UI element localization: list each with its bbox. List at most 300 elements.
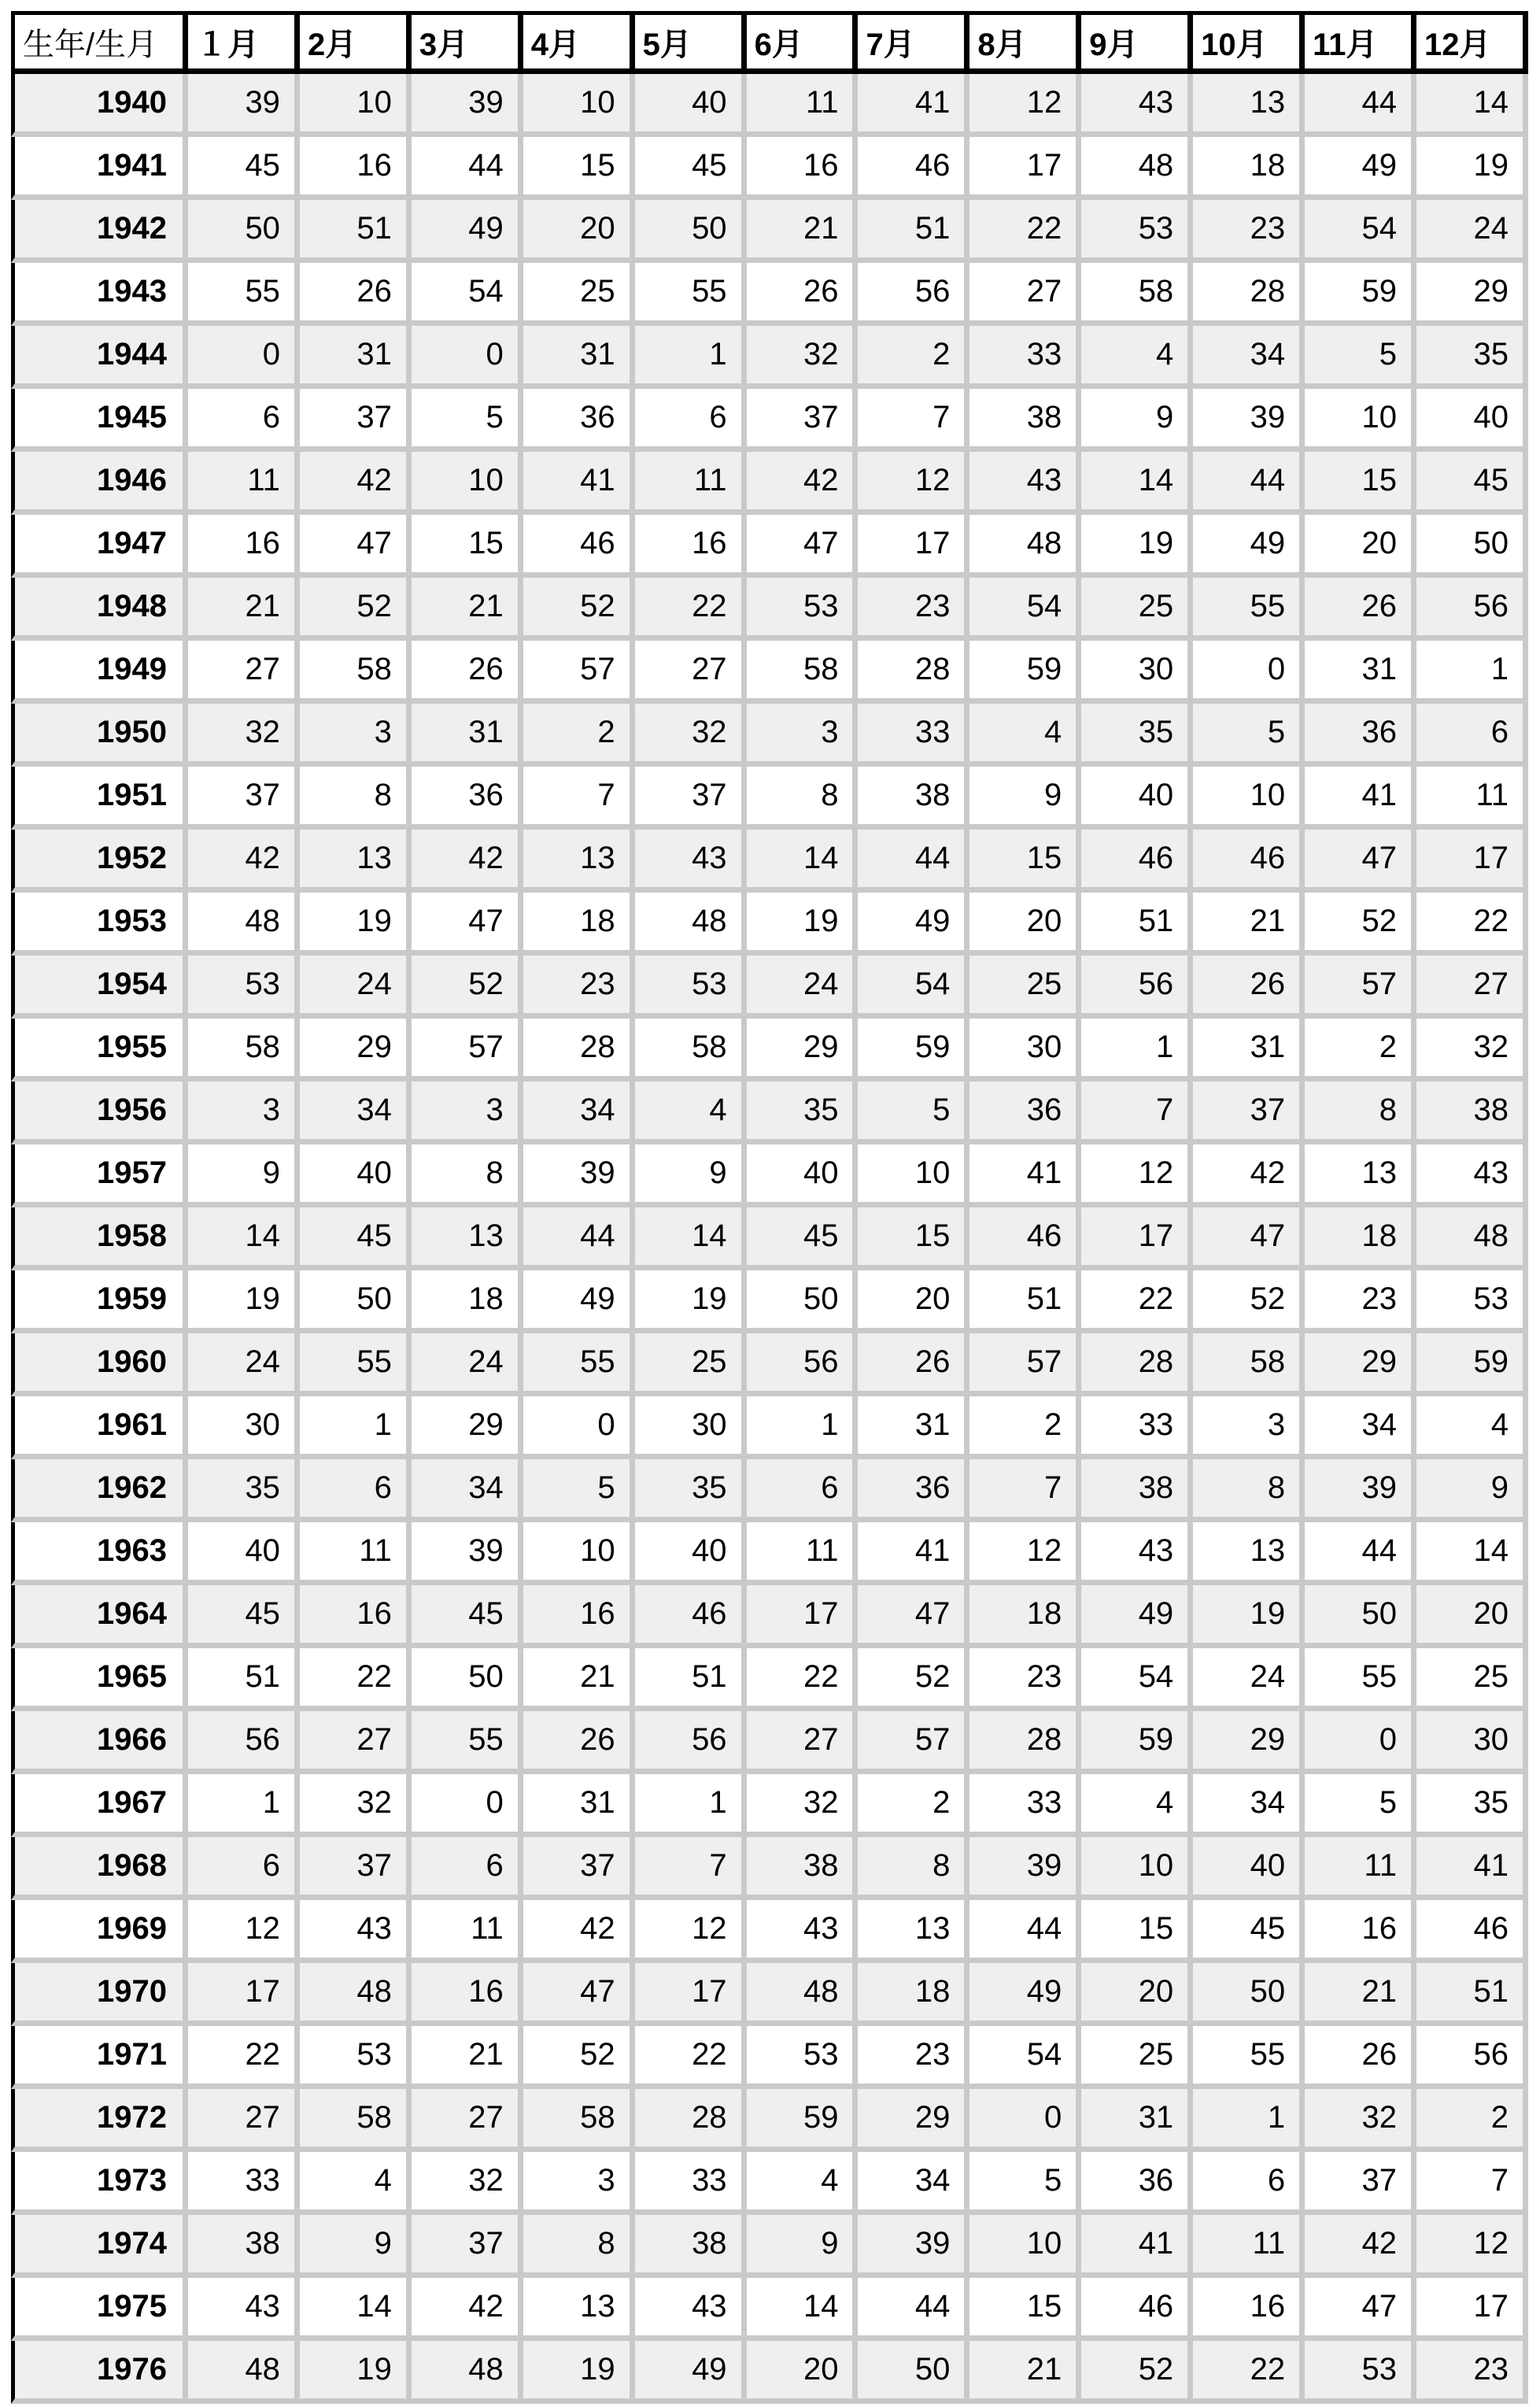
value-cell[interactable]: 20 [523,200,635,263]
value-cell[interactable]: 5 [969,2152,1081,2215]
value-cell[interactable]: 43 [635,830,747,893]
value-cell[interactable]: 11 [300,1522,412,1585]
value-cell[interactable]: 44 [412,137,523,200]
value-cell[interactable]: 45 [188,137,300,200]
value-cell[interactable]: 52 [412,956,523,1019]
value-cell[interactable]: 45 [412,1585,523,1648]
value-cell[interactable]: 20 [1081,1963,1193,2026]
value-cell[interactable]: 0 [412,326,523,389]
value-cell[interactable]: 40 [300,1144,412,1207]
value-cell[interactable]: 55 [1193,2026,1305,2089]
year-cell[interactable]: 1962 [11,1459,188,1522]
value-cell[interactable]: 27 [300,1711,412,1774]
value-cell[interactable]: 41 [1305,767,1416,830]
value-cell[interactable]: 19 [523,2341,635,2404]
value-cell[interactable]: 51 [858,200,969,263]
value-cell[interactable]: 16 [747,137,859,200]
value-cell[interactable]: 6 [412,1837,523,1900]
value-cell[interactable]: 27 [188,2089,300,2152]
value-cell[interactable]: 35 [1416,326,1528,389]
value-cell[interactable]: 32 [747,326,859,389]
value-cell[interactable]: 23 [1305,1270,1416,1333]
value-cell[interactable]: 42 [523,1900,635,1963]
value-cell[interactable]: 59 [1081,1711,1193,1774]
value-cell[interactable]: 30 [635,1396,747,1459]
value-cell[interactable]: 49 [1081,1585,1193,1648]
value-cell[interactable]: 13 [523,830,635,893]
value-cell[interactable]: 10 [523,1522,635,1585]
month-header-cell[interactable]: 10月 [1193,11,1305,74]
year-cell[interactable]: 1941 [11,137,188,200]
value-cell[interactable]: 13 [412,1207,523,1270]
value-cell[interactable]: 45 [747,1207,859,1270]
month-header-cell[interactable]: 7月 [858,11,969,74]
value-cell[interactable]: 36 [1081,2152,1193,2215]
value-cell[interactable]: 54 [1305,200,1416,263]
value-cell[interactable]: 50 [858,2341,969,2404]
value-cell[interactable]: 58 [1193,1333,1305,1396]
value-cell[interactable]: 37 [300,1837,412,1900]
year-cell[interactable]: 1947 [11,515,188,578]
value-cell[interactable]: 22 [1193,2341,1305,2404]
month-header-cell[interactable]: １月 [188,11,300,74]
value-cell[interactable]: 23 [1416,2341,1528,2404]
value-cell[interactable]: 48 [747,1963,859,2026]
value-cell[interactable]: 57 [1305,956,1416,1019]
value-cell[interactable]: 38 [969,389,1081,452]
value-cell[interactable]: 49 [523,1270,635,1333]
value-cell[interactable]: 1 [635,1774,747,1837]
value-cell[interactable]: 35 [635,1459,747,1522]
value-cell[interactable]: 35 [188,1459,300,1522]
value-cell[interactable]: 50 [635,200,747,263]
value-cell[interactable]: 37 [188,767,300,830]
value-cell[interactable]: 43 [747,1900,859,1963]
value-cell[interactable]: 20 [1416,1585,1528,1648]
year-cell[interactable]: 1942 [11,200,188,263]
value-cell[interactable]: 9 [300,2215,412,2278]
value-cell[interactable]: 39 [1305,1459,1416,1522]
value-cell[interactable]: 50 [1193,1963,1305,2026]
value-cell[interactable]: 4 [300,2152,412,2215]
value-cell[interactable]: 37 [412,2215,523,2278]
value-cell[interactable]: 37 [747,389,859,452]
value-cell[interactable]: 38 [1416,1081,1528,1144]
value-cell[interactable]: 57 [858,1711,969,1774]
value-cell[interactable]: 0 [1193,641,1305,704]
value-cell[interactable]: 41 [858,74,969,137]
value-cell[interactable]: 7 [858,389,969,452]
value-cell[interactable]: 21 [1305,1963,1416,2026]
value-cell[interactable]: 54 [412,263,523,326]
value-cell[interactable]: 55 [412,1711,523,1774]
value-cell[interactable]: 46 [1416,1900,1528,1963]
value-cell[interactable]: 51 [300,200,412,263]
value-cell[interactable]: 53 [635,956,747,1019]
value-cell[interactable]: 2 [969,1396,1081,1459]
value-cell[interactable]: 49 [969,1963,1081,2026]
year-cell[interactable]: 1964 [11,1585,188,1648]
value-cell[interactable]: 7 [635,1837,747,1900]
value-cell[interactable]: 21 [1193,893,1305,956]
value-cell[interactable]: 51 [1416,1963,1528,2026]
value-cell[interactable]: 13 [523,2278,635,2341]
value-cell[interactable]: 55 [1193,578,1305,641]
value-cell[interactable]: 3 [188,1081,300,1144]
value-cell[interactable]: 53 [188,956,300,1019]
value-cell[interactable]: 14 [1081,452,1193,515]
value-cell[interactable]: 11 [1416,767,1528,830]
value-cell[interactable]: 36 [858,1459,969,1522]
value-cell[interactable]: 43 [1416,1144,1528,1207]
value-cell[interactable]: 53 [1081,200,1193,263]
value-cell[interactable]: 37 [1305,2152,1416,2215]
value-cell[interactable]: 12 [858,452,969,515]
year-cell[interactable]: 1960 [11,1333,188,1396]
value-cell[interactable]: 56 [858,263,969,326]
value-cell[interactable]: 10 [300,74,412,137]
value-cell[interactable]: 31 [1193,1019,1305,1081]
value-cell[interactable]: 42 [412,830,523,893]
value-cell[interactable]: 52 [1305,893,1416,956]
value-cell[interactable]: 29 [300,1019,412,1081]
value-cell[interactable]: 24 [1193,1648,1305,1711]
month-header-cell[interactable]: 2月 [300,11,412,74]
value-cell[interactable]: 41 [969,1144,1081,1207]
value-cell[interactable]: 9 [969,767,1081,830]
value-cell[interactable]: 18 [1193,137,1305,200]
value-cell[interactable]: 46 [1081,830,1193,893]
value-cell[interactable]: 40 [635,1522,747,1585]
value-cell[interactable]: 19 [188,1270,300,1333]
value-cell[interactable]: 34 [300,1081,412,1144]
value-cell[interactable]: 16 [188,515,300,578]
value-cell[interactable]: 41 [858,1522,969,1585]
value-cell[interactable]: 22 [969,200,1081,263]
value-cell[interactable]: 42 [188,830,300,893]
month-header-cell[interactable]: 4月 [523,11,635,74]
value-cell[interactable]: 46 [1193,830,1305,893]
value-cell[interactable]: 42 [412,2278,523,2341]
value-cell[interactable]: 1 [747,1396,859,1459]
value-cell[interactable]: 44 [1193,452,1305,515]
year-cell[interactable]: 1969 [11,1900,188,1963]
value-cell[interactable]: 9 [1081,389,1193,452]
value-cell[interactable]: 2 [1416,2089,1528,2152]
value-cell[interactable]: 34 [1305,1396,1416,1459]
value-cell[interactable]: 57 [523,641,635,704]
value-cell[interactable]: 11 [635,452,747,515]
value-cell[interactable]: 33 [858,704,969,767]
value-cell[interactable]: 58 [300,2089,412,2152]
value-cell[interactable]: 9 [1416,1459,1528,1522]
value-cell[interactable]: 40 [1081,767,1193,830]
value-cell[interactable]: 53 [747,2026,859,2089]
value-cell[interactable]: 59 [858,1019,969,1081]
year-cell[interactable]: 1966 [11,1711,188,1774]
value-cell[interactable]: 8 [412,1144,523,1207]
value-cell[interactable]: 51 [1081,893,1193,956]
value-cell[interactable]: 29 [412,1396,523,1459]
value-cell[interactable]: 18 [523,893,635,956]
year-cell[interactable]: 1955 [11,1019,188,1081]
value-cell[interactable]: 22 [188,2026,300,2089]
value-cell[interactable]: 0 [412,1774,523,1837]
year-cell[interactable]: 1970 [11,1963,188,2026]
value-cell[interactable]: 13 [1193,1522,1305,1585]
value-cell[interactable]: 32 [747,1774,859,1837]
year-cell[interactable]: 1959 [11,1270,188,1333]
value-cell[interactable]: 47 [523,1963,635,2026]
value-cell[interactable]: 28 [1193,263,1305,326]
value-cell[interactable]: 10 [1305,389,1416,452]
value-cell[interactable]: 13 [1193,74,1305,137]
value-cell[interactable]: 15 [523,137,635,200]
month-header-cell[interactable]: 12月 [1416,11,1528,74]
value-cell[interactable]: 37 [523,1837,635,1900]
value-cell[interactable]: 15 [969,830,1081,893]
value-cell[interactable]: 25 [1081,2026,1193,2089]
value-cell[interactable]: 12 [1081,1144,1193,1207]
value-cell[interactable]: 12 [635,1900,747,1963]
value-cell[interactable]: 26 [1193,956,1305,1019]
month-header-cell[interactable]: 6月 [747,11,859,74]
value-cell[interactable]: 49 [635,2341,747,2404]
value-cell[interactable]: 54 [858,956,969,1019]
value-cell[interactable]: 33 [1081,1396,1193,1459]
value-cell[interactable]: 34 [858,2152,969,2215]
year-cell[interactable]: 1956 [11,1081,188,1144]
value-cell[interactable]: 39 [858,2215,969,2278]
value-cell[interactable]: 16 [1193,2278,1305,2341]
value-cell[interactable]: 18 [1305,1207,1416,1270]
value-cell[interactable]: 2 [858,326,969,389]
year-cell[interactable]: 1944 [11,326,188,389]
value-cell[interactable]: 17 [635,1963,747,2026]
value-cell[interactable]: 8 [523,2215,635,2278]
value-cell[interactable]: 6 [188,389,300,452]
value-cell[interactable]: 56 [747,1333,859,1396]
value-cell[interactable]: 15 [858,1207,969,1270]
value-cell[interactable]: 43 [1081,74,1193,137]
value-cell[interactable]: 17 [858,515,969,578]
value-cell[interactable]: 27 [969,263,1081,326]
year-cell[interactable]: 1967 [11,1774,188,1837]
value-cell[interactable]: 2 [858,1774,969,1837]
value-cell[interactable]: 33 [969,1774,1081,1837]
value-cell[interactable]: 27 [635,641,747,704]
value-cell[interactable]: 44 [858,2278,969,2341]
value-cell[interactable]: 24 [300,956,412,1019]
value-cell[interactable]: 12 [969,74,1081,137]
value-cell[interactable]: 46 [858,137,969,200]
value-cell[interactable]: 14 [747,2278,859,2341]
value-cell[interactable]: 53 [300,2026,412,2089]
value-cell[interactable]: 55 [635,263,747,326]
value-cell[interactable]: 11 [1305,1837,1416,1900]
value-cell[interactable]: 6 [747,1459,859,1522]
value-cell[interactable]: 59 [1305,263,1416,326]
value-cell[interactable]: 40 [188,1522,300,1585]
value-cell[interactable]: 23 [523,956,635,1019]
value-cell[interactable]: 21 [412,578,523,641]
value-cell[interactable]: 47 [747,515,859,578]
value-cell[interactable]: 46 [1081,2278,1193,2341]
value-cell[interactable]: 6 [1193,2152,1305,2215]
value-cell[interactable]: 26 [747,263,859,326]
value-cell[interactable]: 2 [1305,1019,1416,1081]
value-cell[interactable]: 32 [412,2152,523,2215]
value-cell[interactable]: 11 [747,1522,859,1585]
value-cell[interactable]: 45 [188,1585,300,1648]
value-cell[interactable]: 38 [635,2215,747,2278]
value-cell[interactable]: 16 [300,1585,412,1648]
value-cell[interactable]: 52 [523,2026,635,2089]
value-cell[interactable]: 44 [858,830,969,893]
value-cell[interactable]: 1 [188,1774,300,1837]
value-cell[interactable]: 50 [412,1648,523,1711]
value-cell[interactable]: 33 [188,2152,300,2215]
value-cell[interactable]: 52 [1081,2341,1193,2404]
value-cell[interactable]: 35 [1416,1774,1528,1837]
value-cell[interactable]: 47 [1305,830,1416,893]
value-cell[interactable]: 58 [523,2089,635,2152]
value-cell[interactable]: 3 [412,1081,523,1144]
value-cell[interactable]: 57 [969,1333,1081,1396]
value-cell[interactable]: 26 [412,641,523,704]
value-cell[interactable]: 45 [1193,1900,1305,1963]
value-cell[interactable]: 18 [969,1585,1081,1648]
value-cell[interactable]: 1 [1416,641,1528,704]
value-cell[interactable]: 48 [412,2341,523,2404]
value-cell[interactable]: 4 [969,704,1081,767]
value-cell[interactable]: 21 [969,2341,1081,2404]
value-cell[interactable]: 43 [969,452,1081,515]
value-cell[interactable]: 37 [1193,1081,1305,1144]
value-cell[interactable]: 48 [969,515,1081,578]
value-cell[interactable]: 14 [300,2278,412,2341]
value-cell[interactable]: 51 [188,1648,300,1711]
value-cell[interactable]: 56 [1416,578,1528,641]
value-cell[interactable]: 53 [747,578,859,641]
value-cell[interactable]: 8 [1193,1459,1305,1522]
value-cell[interactable]: 34 [1193,326,1305,389]
value-cell[interactable]: 32 [188,704,300,767]
value-cell[interactable]: 52 [858,1648,969,1711]
value-cell[interactable]: 9 [188,1144,300,1207]
value-cell[interactable]: 34 [1193,1774,1305,1837]
value-cell[interactable]: 55 [188,263,300,326]
value-cell[interactable]: 25 [635,1333,747,1396]
value-cell[interactable]: 3 [300,704,412,767]
value-cell[interactable]: 4 [635,1081,747,1144]
value-cell[interactable]: 46 [635,1585,747,1648]
value-cell[interactable]: 0 [188,326,300,389]
value-cell[interactable]: 58 [747,641,859,704]
value-cell[interactable]: 28 [1081,1333,1193,1396]
value-cell[interactable]: 56 [1416,2026,1528,2089]
value-cell[interactable]: 28 [858,641,969,704]
value-cell[interactable]: 14 [635,1207,747,1270]
value-cell[interactable]: 8 [1305,1081,1416,1144]
value-cell[interactable]: 47 [858,1585,969,1648]
value-cell[interactable]: 30 [188,1396,300,1459]
value-cell[interactable]: 44 [1305,1522,1416,1585]
value-cell[interactable]: 38 [188,2215,300,2278]
value-cell[interactable]: 50 [1305,1585,1416,1648]
year-cell[interactable]: 1946 [11,452,188,515]
value-cell[interactable]: 32 [1305,2089,1416,2152]
value-cell[interactable]: 15 [412,515,523,578]
year-cell[interactable]: 1948 [11,578,188,641]
value-cell[interactable]: 28 [635,2089,747,2152]
value-cell[interactable]: 52 [300,578,412,641]
value-cell[interactable]: 4 [1081,326,1193,389]
value-cell[interactable]: 4 [1416,1396,1528,1459]
value-cell[interactable]: 33 [635,2152,747,2215]
value-cell[interactable]: 9 [747,2215,859,2278]
value-cell[interactable]: 16 [635,515,747,578]
value-cell[interactable]: 23 [858,578,969,641]
value-cell[interactable]: 38 [1081,1459,1193,1522]
value-cell[interactable]: 43 [635,2278,747,2341]
value-cell[interactable]: 31 [858,1396,969,1459]
value-cell[interactable]: 20 [1305,515,1416,578]
value-cell[interactable]: 1 [1193,2089,1305,2152]
value-cell[interactable]: 53 [1416,1270,1528,1333]
value-cell[interactable]: 14 [1416,74,1528,137]
value-cell[interactable]: 30 [1081,641,1193,704]
value-cell[interactable]: 17 [1416,2278,1528,2341]
value-cell[interactable]: 50 [747,1270,859,1333]
value-cell[interactable]: 24 [412,1333,523,1396]
value-cell[interactable]: 19 [300,893,412,956]
value-cell[interactable]: 27 [412,2089,523,2152]
value-cell[interactable]: 12 [969,1522,1081,1585]
value-cell[interactable]: 3 [523,2152,635,2215]
value-cell[interactable]: 27 [747,1711,859,1774]
value-cell[interactable]: 10 [1193,767,1305,830]
value-cell[interactable]: 39 [969,1837,1081,1900]
value-cell[interactable]: 5 [1193,704,1305,767]
value-cell[interactable]: 6 [300,1459,412,1522]
value-cell[interactable]: 3 [1193,1396,1305,1459]
value-cell[interactable]: 19 [747,893,859,956]
value-cell[interactable]: 57 [412,1019,523,1081]
value-cell[interactable]: 31 [523,326,635,389]
value-cell[interactable]: 22 [1081,1270,1193,1333]
value-cell[interactable]: 56 [1081,956,1193,1019]
value-cell[interactable]: 27 [1416,956,1528,1019]
value-cell[interactable]: 16 [412,1963,523,2026]
value-cell[interactable]: 43 [300,1900,412,1963]
value-cell[interactable]: 21 [523,1648,635,1711]
value-cell[interactable]: 17 [1416,830,1528,893]
value-cell[interactable]: 55 [1305,1648,1416,1711]
year-cell[interactable]: 1950 [11,704,188,767]
value-cell[interactable]: 4 [747,2152,859,2215]
value-cell[interactable]: 5 [858,1081,969,1144]
year-cell[interactable]: 1965 [11,1648,188,1711]
value-cell[interactable]: 26 [1305,2026,1416,2089]
value-cell[interactable]: 45 [1416,452,1528,515]
value-cell[interactable]: 17 [1081,1207,1193,1270]
value-cell[interactable]: 38 [747,1837,859,1900]
value-cell[interactable]: 19 [1416,137,1528,200]
value-cell[interactable]: 25 [523,263,635,326]
value-cell[interactable]: 34 [523,1081,635,1144]
month-header-cell[interactable]: 3月 [412,11,523,74]
